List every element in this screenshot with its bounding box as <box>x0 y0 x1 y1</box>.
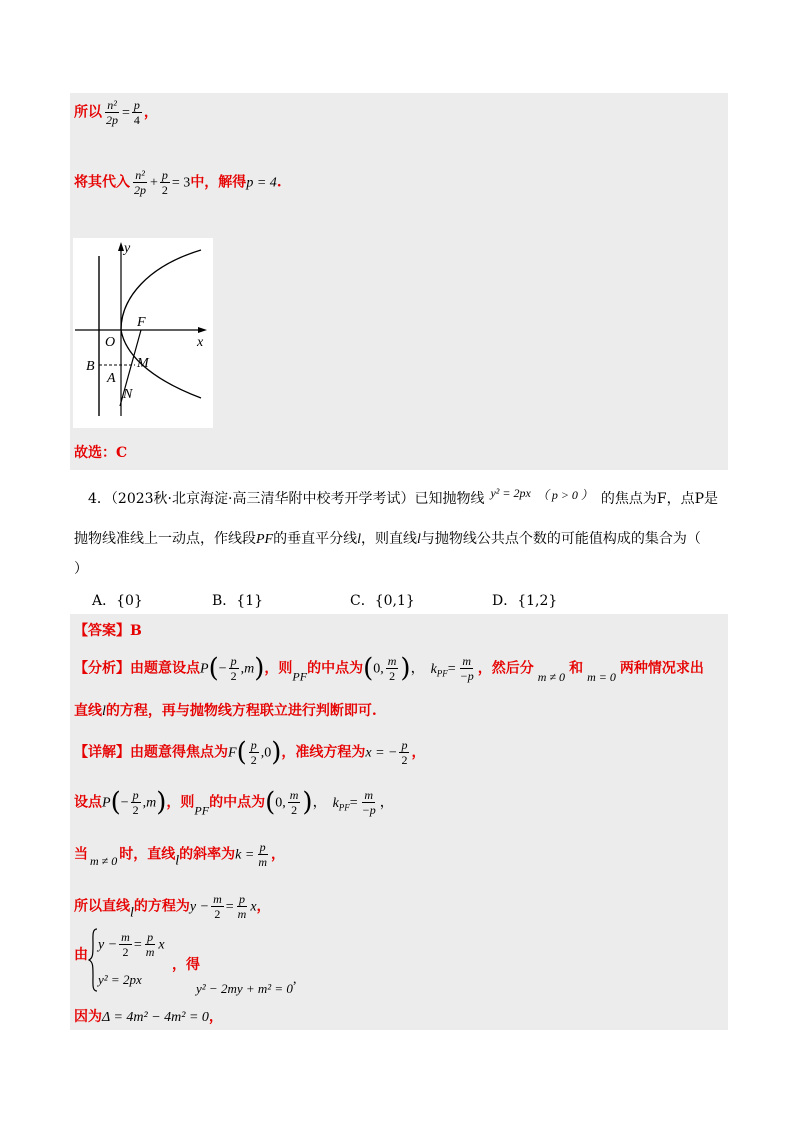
option-c[interactable]: C．{0,1} <box>350 593 415 609</box>
var-l: l <box>175 853 180 869</box>
text-he: 和 <box>569 660 584 677</box>
var-x: x <box>250 899 257 915</box>
quad-eq: y² − 2my + m² = 0, <box>196 972 297 996</box>
detail-text-4: ，则 <box>166 794 195 811</box>
answer-tag: 【答案】B <box>74 623 142 639</box>
detail-line-3 <box>74 840 285 870</box>
label-x: x <box>197 335 204 350</box>
detail-text-3: 设点 <box>74 794 102 811</box>
frac-den: 2 <box>230 669 237 683</box>
var-l: l <box>102 704 106 719</box>
q4-text1: 的焦点为F，点P是 <box>600 491 719 507</box>
frac-p-m <box>144 930 157 959</box>
detail-text-9: 所以直线 <box>74 898 130 915</box>
detail-tag: 【详解】 <box>74 744 130 761</box>
frac-num: m <box>462 654 472 668</box>
frac-num: m <box>121 930 130 944</box>
text-daiyu: 将其代入 <box>74 174 130 191</box>
analysis-line-2 <box>74 700 377 720</box>
comma: ， <box>208 1009 223 1025</box>
text-jiede: 中，解得 <box>190 174 247 191</box>
analysis-text-6a: 直线 <box>74 703 102 719</box>
frac-den: 2 <box>161 183 168 197</box>
detail-text-2: ，准线方程为 <box>281 744 366 761</box>
var-m: m <box>146 795 157 811</box>
label-O: O <box>105 335 116 350</box>
frac-num: m <box>213 892 222 906</box>
y-minus: y − <box>189 899 210 915</box>
frac-den: 4 <box>133 113 140 127</box>
analysis-text-1: 由题意设点 <box>130 660 200 677</box>
analysis-text-5: 两种情况求出 <box>619 660 704 677</box>
label-N: N <box>123 387 133 402</box>
point-F: F <box>228 745 237 761</box>
detail-text-7: 时，直线 <box>119 846 176 863</box>
k-var: k <box>430 661 437 677</box>
detail-text-6: 当 <box>74 846 88 863</box>
frac-p-2 <box>131 788 141 817</box>
detail-line-4 <box>74 892 271 922</box>
q4-source: （2023秋·北京海淀·高三清华附中校考开学考试）已知抛物线 <box>110 491 485 507</box>
eq-sign: = <box>447 661 456 677</box>
frac-den: 2 <box>401 753 408 767</box>
eq-sign: = <box>349 795 358 811</box>
frac-den: 2 <box>291 803 298 817</box>
frac-p-2 <box>160 168 170 197</box>
text-you: 由 <box>74 947 88 963</box>
frac-den: 2 <box>132 803 139 817</box>
detail-line-6 <box>74 1006 223 1026</box>
frac-num: m <box>387 654 397 668</box>
system-eq-2 <box>98 972 142 988</box>
frac-num: p <box>230 654 237 668</box>
analysis-tag: 【分析】 <box>74 660 130 677</box>
frac-den: 2p <box>106 113 118 127</box>
k-var: k <box>332 795 339 811</box>
frac-p-4 <box>132 98 142 127</box>
frac-den: −p <box>459 669 474 683</box>
label-F: F <box>137 315 146 330</box>
neg-sign: − <box>218 661 227 677</box>
system-eq-1 <box>98 930 165 959</box>
neg-sign: − <box>120 795 129 811</box>
frac-den: −p <box>361 803 376 817</box>
system-brace <box>88 928 98 992</box>
frac-num: p <box>147 930 154 944</box>
zero: 0 <box>373 661 381 677</box>
frac-m-2 <box>288 788 301 817</box>
q4-curve: y² = 2px <box>490 486 531 500</box>
k-eq: k = <box>235 847 255 863</box>
answer-q3: 故选：C <box>74 445 128 461</box>
q4-text2c: ，则直线 <box>361 531 417 547</box>
analysis-text-3: 的中点为 <box>307 660 364 677</box>
pf-sub: PF <box>292 669 308 684</box>
frac-m-negp <box>360 788 378 817</box>
frac-num: n² <box>107 98 117 112</box>
frac-num: p <box>133 98 140 112</box>
detail-text-10: 的方程为 <box>133 898 190 915</box>
eq-sign: = <box>225 899 234 915</box>
q4-l: l <box>357 532 361 547</box>
analysis-text-4: ，然后分 <box>477 660 534 677</box>
comma: ， <box>256 898 271 915</box>
frac-den: 2 <box>389 669 396 683</box>
eq-rhs: = 3 <box>171 175 191 191</box>
label-A: A <box>107 371 116 386</box>
frac-den: 2 <box>122 945 129 959</box>
figure-bg <box>73 238 213 428</box>
q4-text2b: 的垂直平分线 <box>273 531 358 547</box>
plus-sign: + <box>150 175 158 191</box>
var-l: l <box>130 905 134 921</box>
frac-num: p <box>161 168 168 182</box>
eq-line-1: 所以 $\frac{\text{n²}}{2p}$ = $\frac{p}{4}$ ， <box>74 98 158 127</box>
analysis-text-2: ，则 <box>264 660 293 677</box>
frac-num: m <box>364 788 374 802</box>
frac-p-2 <box>249 738 259 767</box>
frac-p-m <box>236 892 249 921</box>
comma: ， <box>271 846 285 863</box>
p-result: p = 4 <box>246 175 277 191</box>
option-b[interactable]: B．{1} <box>212 593 264 609</box>
frac-num: m <box>289 788 299 802</box>
frac-p-2 <box>229 654 239 683</box>
frac-den: 2 <box>214 907 221 921</box>
q4-number: 4． <box>88 491 111 507</box>
detail-text-5: 的中点为 <box>209 794 266 811</box>
q4-cond: （ p > 0 ） <box>536 488 593 502</box>
zero: 0 <box>275 795 283 811</box>
zero: 0 <box>264 745 272 761</box>
q4-line-1 <box>88 486 718 508</box>
detail-line-1: 【详解】由题意得焦点为F( $\frac{p}{2}$ ,0)，准线方程为x = − $\frac{p}{2}$ ， <box>74 737 426 768</box>
frac-den: m <box>258 855 267 869</box>
q4-pf: PF <box>256 532 274 547</box>
analysis-line-1: 【分析】由题意设点P(− $\frac{p}{2}$ ,m)，则PF的中点为(0, $\frac{m}{2}$ )， $k_{PF}=$ $\frac{m}{-p}$ ，然后分 m ≠ 0 和 m = 0 两种情况求出 <box>74 653 704 684</box>
frac-m-2 <box>119 930 132 959</box>
frac-p-2 <box>399 738 409 767</box>
frac-num: p <box>259 840 266 854</box>
y-minus: y − <box>98 937 118 953</box>
frac-num: n² <box>135 168 145 182</box>
quad-text: y² − 2my + m² = 0 <box>196 981 293 996</box>
frac-n2-2p <box>104 98 120 127</box>
label-M: M <box>137 356 149 371</box>
frac-den: m <box>145 945 155 959</box>
detail-text-8: 的斜率为 <box>179 846 236 863</box>
parabola-figure <box>73 238 213 428</box>
var-m: m <box>244 661 255 677</box>
text-suoyi: 所以 <box>74 104 102 121</box>
k-sub: PF <box>436 668 448 679</box>
detail-line-5 <box>74 944 88 964</box>
q4-line-2 <box>74 528 701 548</box>
q4-l2: l <box>417 532 421 547</box>
eq-sign: = <box>133 937 142 953</box>
delta-eq: Δ = 4m² − 4m² = 0 <box>102 1010 209 1025</box>
frac-m-2 <box>386 654 399 683</box>
detail-line-2: 设点P(− $\frac{p}{2}$ ,m)，则PF的中点为(0, $\frac{m}{2}$ )， $k_{PF}=$ $\frac{m}{-p}$ ， <box>74 787 394 818</box>
comma: ， <box>379 795 394 811</box>
pf-sub: PF <box>194 803 210 818</box>
point-P: P <box>102 795 111 811</box>
frac-num: p <box>132 788 139 802</box>
frac-den: 2p <box>134 183 146 197</box>
frac-n2-2p <box>132 168 148 197</box>
frac-num: p <box>238 892 245 906</box>
brace-path <box>89 929 97 991</box>
detail-de: ，得 <box>172 957 200 973</box>
frac-num: p <box>401 738 408 752</box>
frac-den: m <box>237 907 247 921</box>
label-y: y <box>124 241 131 256</box>
label-B: B <box>86 359 95 374</box>
m-ne-0: m ≠ 0 <box>537 669 566 684</box>
analysis-text-6b: 的方程，再与抛物线方程联立进行判断即可. <box>105 703 377 719</box>
option-a[interactable]: A．{0} <box>92 593 143 609</box>
q4-text2a: 抛物线准线上一动点，作线段 <box>74 531 256 547</box>
eq-line-2 <box>74 168 282 197</box>
point-P: P <box>200 661 209 677</box>
frac-m-negp <box>458 654 476 683</box>
option-d[interactable]: D．{1,2} <box>492 593 558 609</box>
detail-text-1: 由题意得焦点为 <box>130 744 228 761</box>
var-x: x <box>158 937 165 953</box>
frac-num: p <box>250 738 257 752</box>
m-eq-0: m = 0 <box>587 669 616 684</box>
frac-p-m <box>256 840 269 869</box>
q4-text2d: 与抛物线公共点个数的可能值构成的集合为（ <box>420 531 701 547</box>
comma: ， <box>411 744 426 761</box>
frac-m-2 <box>211 892 224 921</box>
q4-line-3: ） <box>74 561 88 577</box>
x-eq: x = − <box>365 745 398 761</box>
period: . <box>276 174 282 191</box>
frac-den: 2 <box>250 753 257 767</box>
comma: ， <box>143 104 158 121</box>
sys-eq-2: y² = 2px <box>98 972 142 987</box>
text-yinwei: 因为 <box>74 1009 102 1025</box>
m-ne-0: m ≠ 0 <box>90 853 118 868</box>
k-sub: PF <box>338 802 350 813</box>
